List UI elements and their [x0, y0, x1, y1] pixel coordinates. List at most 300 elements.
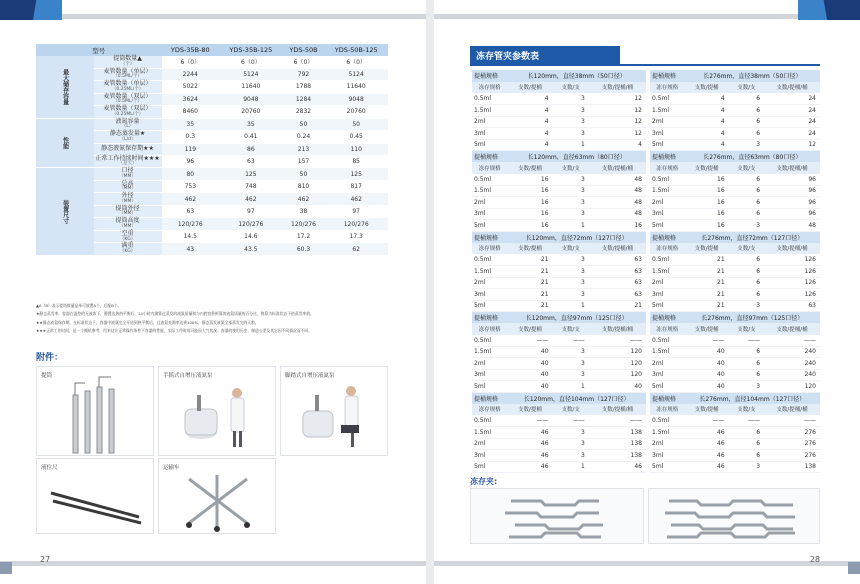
- accessories-title: 附件：: [36, 353, 64, 363]
- spec-value: 6（0）: [219, 56, 283, 68]
- spec-value: 长276mm，直径72mm（127口径）: [685, 231, 820, 243]
- table-cell: 16: [685, 185, 729, 197]
- table-row: [650, 220, 820, 232]
- subheader-cell: 支数/提桶/桶: [589, 162, 646, 174]
- table-cell: 4: [685, 93, 729, 105]
- footnote: ▲A（B）表示提筒数量是单可放置A个，后配B个。: [36, 303, 122, 308]
- spec-value: 长120mm，直径63mm（80口径）: [507, 151, 646, 163]
- table-row: [472, 105, 646, 117]
- table-cell: 40: [685, 358, 729, 370]
- subheader-cell: 支数/支: [553, 162, 589, 174]
- table-cell: 21: [507, 254, 552, 266]
- table-cell: 12: [589, 128, 646, 140]
- subheader-cell: 冻存规格: [650, 82, 685, 94]
- spec-value: 97: [324, 205, 388, 218]
- spec-value: 119: [162, 143, 219, 155]
- table-row: [472, 197, 646, 209]
- spec-group-label: 装置尺寸: [36, 168, 94, 256]
- spec-label-text: 空重: [121, 229, 134, 237]
- spec-value: 2244: [162, 68, 219, 81]
- table-cell: 4: [685, 139, 729, 151]
- table-cell: 3: [729, 220, 764, 232]
- bottom-band: [434, 561, 860, 566]
- spec-value: 5124: [324, 68, 388, 81]
- table-cell: 12: [589, 105, 646, 117]
- spec-label: 提桶规格: [472, 70, 507, 82]
- table-cell: 3ml: [472, 450, 507, 462]
- spec-row-label: [94, 143, 162, 155]
- table-cell: 138: [764, 461, 820, 473]
- spec-label-text: 液氮容量: [115, 117, 140, 125]
- table-cell: 24: [764, 116, 820, 128]
- table-cell: 3: [553, 174, 589, 186]
- spec-value: 17.2: [283, 230, 325, 243]
- spec-value: 120/276: [283, 218, 325, 231]
- table-row: [472, 277, 646, 289]
- table-row: [650, 185, 820, 197]
- subheader-cell: 支数/提桶/桶: [764, 404, 820, 416]
- spec-label-text: 麦管数量（单层）: [103, 80, 152, 88]
- table-cell: 0.5ml: [472, 335, 507, 347]
- spec-value: 38: [283, 205, 325, 218]
- table-cell: 138: [589, 438, 646, 450]
- accessory-cart: [158, 458, 276, 534]
- spec-label: 提桶规格: [650, 70, 685, 82]
- table-cell: 3: [553, 266, 589, 278]
- subheader-cell: 冻存规格: [472, 243, 507, 255]
- table-cell: 40: [507, 358, 552, 370]
- table-cell: 0.5ml: [650, 415, 685, 427]
- table-cell: 63: [589, 277, 646, 289]
- table-cell: 3: [553, 450, 589, 462]
- table-cell: 46: [685, 450, 729, 462]
- spec-value: 5022: [162, 81, 219, 94]
- spec-value: 长276mm，直径38mm（50口径）: [685, 70, 820, 82]
- spec-unit-text: （L/d）: [119, 136, 136, 142]
- table-cell: 240: [764, 369, 820, 381]
- spec-row-label: [94, 205, 162, 218]
- spec-row-label: [94, 193, 162, 206]
- spec-label: 提桶规格: [650, 231, 685, 243]
- spec-value: 20760: [324, 106, 388, 119]
- table-cell: 4: [507, 139, 552, 151]
- page-number: 28: [809, 555, 820, 564]
- table-cell: 1.5ml: [472, 266, 507, 278]
- table-cell: 3: [553, 369, 589, 381]
- clip-subheader-row: [472, 323, 646, 335]
- subheader-cell: 支数/支: [729, 243, 764, 255]
- table-cell: 126: [764, 277, 820, 289]
- spec-label: 提桶规格: [472, 231, 507, 243]
- table-cell: 3ml: [650, 208, 685, 220]
- clip-spec-row: [472, 70, 646, 82]
- subheader-cell: 支数/提桶: [507, 82, 552, 94]
- spec-header-cell: YDS-35B-80: [162, 44, 219, 56]
- table-cell: 0.5ml: [472, 174, 507, 186]
- table-cell: 21: [507, 277, 552, 289]
- subheader-cell: 支数/提桶/桶: [764, 323, 820, 335]
- clip-spec-row: [650, 70, 820, 82]
- table-cell: 21: [507, 266, 552, 278]
- spec-unit-text: （MM）: [119, 186, 136, 192]
- spec-row-label: [94, 68, 162, 81]
- table-cell: 6: [729, 174, 764, 186]
- table-cell: 6: [729, 358, 764, 370]
- spec-label-text: 总高: [121, 179, 134, 187]
- table-cell: 1.5ml: [650, 185, 685, 197]
- clip-table-left: [472, 70, 646, 473]
- table-cell: 16: [589, 220, 646, 232]
- table-row: [472, 300, 646, 312]
- table-row: [472, 93, 646, 105]
- title-rule: [470, 64, 820, 66]
- clip-subheader-row: [650, 162, 820, 174]
- table-cell: 240: [764, 358, 820, 370]
- spec-value: 462: [324, 193, 388, 206]
- table-cell: 6: [729, 450, 764, 462]
- table-row: [650, 335, 820, 347]
- table-cell: 3: [553, 185, 589, 197]
- table-cell: 5ml: [472, 139, 507, 151]
- table-cell: 2ml: [472, 197, 507, 209]
- subheader-cell: 支数/支: [729, 82, 764, 94]
- table-cell: 21: [685, 300, 729, 312]
- subheader-cell: 支数/提桶/桶: [764, 162, 820, 174]
- table-cell: 40: [507, 346, 552, 358]
- spec-value: 长276mm，直径63mm（80口径）: [685, 151, 820, 163]
- subheader-cell: 冻存规格: [472, 404, 507, 416]
- table-cell: 0.5ml: [472, 93, 507, 105]
- spec-value: 长120mm，直径97mm（125口径）: [507, 312, 646, 324]
- spec-value: 9048: [324, 93, 388, 106]
- clip-image-short: [470, 488, 644, 544]
- spec-value: 63: [162, 205, 219, 218]
- table-cell: 6: [729, 266, 764, 278]
- accessory-label: 运输车: [163, 465, 180, 471]
- table-cell: 120: [589, 369, 646, 381]
- table-cell: 6: [729, 346, 764, 358]
- spec-value: 43: [162, 243, 219, 256]
- table-row: [472, 254, 646, 266]
- corner-block: [848, 562, 860, 574]
- foot-pump-image: [281, 367, 389, 457]
- clip-spec-row: [650, 392, 820, 404]
- spec-value: 8460: [162, 106, 219, 119]
- spec-value: 14.5: [162, 230, 219, 243]
- spec-label: 提桶规格: [650, 392, 685, 404]
- table-cell: 6: [729, 369, 764, 381]
- table-cell: 6: [729, 93, 764, 105]
- table-cell: 3: [553, 346, 589, 358]
- subheader-cell: 冻存规格: [650, 404, 685, 416]
- table-cell: 4: [507, 93, 552, 105]
- spec-value: 1788: [283, 81, 325, 94]
- table-cell: 6: [729, 116, 764, 128]
- table-row: [472, 369, 646, 381]
- spec-value: 0.3: [162, 131, 219, 144]
- spec-value: 6（0）: [162, 56, 219, 68]
- table-cell: 3: [553, 105, 589, 117]
- table-row: [650, 369, 820, 381]
- spec-unit-text: （0.25ML/个）: [111, 111, 144, 117]
- spec-value: 125: [324, 168, 388, 181]
- table-row: [472, 381, 646, 393]
- table-cell: ——: [729, 415, 764, 427]
- table-cell: 276: [764, 450, 820, 462]
- accessory-hand-pump: [158, 366, 276, 456]
- table-cell: 46: [685, 438, 729, 450]
- table-cell: 6: [729, 438, 764, 450]
- table-cell: ——: [729, 335, 764, 347]
- footnotes: [36, 302, 388, 336]
- table-cell: 63: [764, 300, 820, 312]
- table-cell: 0.5ml: [472, 415, 507, 427]
- clip-spec-row: [472, 231, 646, 243]
- spec-row-label: [94, 81, 162, 94]
- table-cell: 1.5ml: [472, 105, 507, 117]
- clip-spec-row: [650, 231, 820, 243]
- table-cell: 46: [589, 461, 646, 473]
- subheader-cell: 支数/提桶/桶: [589, 243, 646, 255]
- table-cell: 12: [589, 93, 646, 105]
- table-cell: 16: [685, 197, 729, 209]
- spec-value: 50: [283, 168, 325, 181]
- spec-value: 60.3: [283, 243, 325, 256]
- table-cell: 24: [764, 93, 820, 105]
- table-cell: 5ml: [650, 139, 685, 151]
- table-row: [650, 93, 820, 105]
- clip-spec-row: [472, 151, 646, 163]
- table-cell: ——: [553, 415, 589, 427]
- table-cell: 4: [507, 116, 552, 128]
- table-cell: 3: [729, 461, 764, 473]
- spec-unit-text: （MM）: [119, 198, 136, 204]
- subheader-cell: 支数/支: [729, 404, 764, 416]
- table-cell: 2ml: [650, 438, 685, 450]
- footnote: ★★静态液氮保存期，在标准状态下，容器中液氮完全开始到热平衡后，且液氮充满率达到100%，静态蒸发液氮全部蒸发完的天数。: [36, 319, 259, 325]
- spec-value: 14.6: [219, 230, 283, 243]
- top-band: [434, 14, 860, 19]
- table-cell: 1.5ml: [650, 346, 685, 358]
- subheader-cell: 支数/提桶/桶: [589, 404, 646, 416]
- table-cell: 1: [553, 139, 589, 151]
- table-row: [472, 208, 646, 220]
- spec-row-label: [94, 131, 162, 144]
- spec-value: 462: [283, 193, 325, 206]
- table-cell: 0.5ml: [650, 174, 685, 186]
- accessory-label: 手摇式自增压液氮泵: [163, 373, 213, 379]
- spec-label-text: 麦管数量（单层）: [103, 67, 152, 75]
- spec-label: 提桶规格: [472, 312, 507, 324]
- table-cell: 0.5ml: [650, 254, 685, 266]
- table-cell: 3ml: [472, 208, 507, 220]
- table-row: [650, 197, 820, 209]
- table-cell: ——: [553, 335, 589, 347]
- clip-image-long: [648, 488, 820, 544]
- spec-value: 43.5: [219, 243, 283, 256]
- spec-label-text: 外径: [121, 192, 134, 200]
- table-cell: 46: [685, 461, 729, 473]
- spec-value: 1284: [283, 93, 325, 106]
- table-row: [472, 358, 646, 370]
- spec-unit-text: （个）: [120, 61, 135, 67]
- spec-value: 长276mm，直径97mm（125口径）: [685, 312, 820, 324]
- spec-label: 提桶规格: [472, 392, 507, 404]
- table-cell: 4: [685, 105, 729, 117]
- spec-value: 462: [162, 193, 219, 206]
- table-row: [650, 415, 820, 427]
- clip-section-title: 冻存夹:: [470, 477, 498, 486]
- spec-value: 3624: [162, 93, 219, 106]
- spec-label: 提桶规格: [650, 151, 685, 163]
- table-cell: 48: [589, 185, 646, 197]
- table-cell: 96: [764, 197, 820, 209]
- spec-label-text: 满重: [121, 242, 134, 250]
- table-row: [472, 289, 646, 301]
- spec-unit-text: （是天）: [118, 161, 137, 167]
- spec-value: 125: [219, 168, 283, 181]
- table-cell: ——: [685, 415, 729, 427]
- accessory-label: 提筒: [41, 373, 53, 379]
- table-cell: 2ml: [472, 116, 507, 128]
- table-cell: 3: [729, 139, 764, 151]
- table-row: [650, 450, 820, 462]
- spec-value: 0.41: [219, 131, 283, 144]
- table-cell: 5ml: [472, 300, 507, 312]
- table-cell: 12: [764, 139, 820, 151]
- subheader-cell: 冻存规格: [650, 323, 685, 335]
- table-cell: 276: [764, 438, 820, 450]
- spec-label: 提桶规格: [650, 312, 685, 324]
- table-row: [650, 461, 820, 473]
- table-row: [472, 174, 646, 186]
- subheader-cell: 支数/提桶: [685, 243, 729, 255]
- table-cell: 46: [507, 461, 552, 473]
- spec-row-label: [94, 118, 162, 131]
- accessory-level-gauge: [36, 458, 154, 534]
- table-cell: 2ml: [650, 358, 685, 370]
- table-cell: 6: [729, 254, 764, 266]
- table-cell: 40: [589, 381, 646, 393]
- table-cell: 46: [507, 438, 552, 450]
- table-cell: 6: [729, 289, 764, 301]
- table-row: [650, 254, 820, 266]
- clip-spec-row: [472, 312, 646, 324]
- table-cell: ——: [764, 415, 820, 427]
- table-cell: 3ml: [650, 450, 685, 462]
- footnote: ★静态蒸发率，容器在温控的无液体下，静置达热热平衡后，24小时内测算过蒸发的液氮质量和与内腔容积折算的液氮质量的百分比，换算为标准状态下的蒸发率值。: [36, 311, 314, 317]
- table-row: [650, 346, 820, 358]
- table-cell: 5ml: [650, 461, 685, 473]
- table-row: [650, 427, 820, 439]
- spec-value: 753: [162, 180, 219, 193]
- table-row: [472, 139, 646, 151]
- table-cell: ——: [764, 335, 820, 347]
- table-cell: 4: [507, 128, 552, 140]
- spec-value: 120/276: [162, 218, 219, 231]
- page-number: 27: [40, 555, 51, 564]
- spec-header-cell: YDS-50B-125: [324, 44, 388, 56]
- table-cell: 21: [685, 254, 729, 266]
- table-row: [472, 415, 646, 427]
- table-cell: 3ml: [650, 128, 685, 140]
- spec-value: 长120mm，直径38mm（50口径）: [507, 70, 646, 82]
- spec-row-label: [94, 93, 162, 106]
- table-row: [472, 450, 646, 462]
- accessory-foot-pump: [280, 366, 388, 456]
- spec-row-label: [94, 168, 162, 181]
- page-title: 冻存管夹参数表: [470, 46, 620, 64]
- subheader-cell: 支数/支: [729, 162, 764, 174]
- table-cell: 138: [589, 427, 646, 439]
- clip-spec-row: [472, 392, 646, 404]
- table-cell: 6: [729, 105, 764, 117]
- spec-value: 96: [162, 155, 219, 168]
- clip-subheader-row: [472, 162, 646, 174]
- table-cell: 120: [589, 358, 646, 370]
- table-cell: 1: [553, 300, 589, 312]
- spec-label-text: 正常工作持续时间★★★: [95, 154, 160, 162]
- spec-unit-text: （KG）: [119, 249, 136, 255]
- spec-unit-text: （MM）: [119, 173, 136, 179]
- spec-value: 462: [219, 193, 283, 206]
- table-cell: 3: [553, 289, 589, 301]
- spec-value: 120/276: [219, 218, 283, 231]
- spec-unit-text: （KG）: [119, 236, 136, 242]
- spec-row: [36, 168, 388, 181]
- table-cell: 96: [764, 208, 820, 220]
- spec-row: [36, 56, 388, 68]
- table-cell: 1: [553, 220, 589, 232]
- table-cell: 1: [553, 381, 589, 393]
- table-cell: 40: [507, 369, 552, 381]
- table-row: [650, 208, 820, 220]
- spec-value: 20760: [219, 106, 283, 119]
- corner-accent: [0, 0, 62, 20]
- table-cell: 4: [685, 128, 729, 140]
- table-cell: 16: [685, 220, 729, 232]
- table-cell: 24: [764, 128, 820, 140]
- footnote: ★★★正常工作时间，是一个概机参考，用来估计正常操作条件下容器的性能，实际工作时间可能因大气状况、容器的使用历史、制造公差及其它因不同情况而不同。: [36, 328, 312, 334]
- subheader-cell: 支数/提桶: [685, 404, 729, 416]
- table-cell: 63: [589, 254, 646, 266]
- spec-header-row: [36, 44, 388, 56]
- spec-label-text: 提筒外径: [115, 204, 140, 212]
- spec-unit-text: （0.5ML/个）: [113, 99, 142, 105]
- subheader-cell: 支数/提桶: [507, 243, 552, 255]
- table-cell: 21: [507, 289, 552, 301]
- spec-value: 213: [283, 143, 325, 155]
- table-cell: 2ml: [650, 116, 685, 128]
- table-cell: 6: [729, 427, 764, 439]
- table-cell: 16: [507, 208, 552, 220]
- table-row: [650, 438, 820, 450]
- table-cell: 0.5ml: [650, 93, 685, 105]
- subheader-cell: 支数/提桶: [685, 323, 729, 335]
- table-cell: 16: [507, 174, 552, 186]
- table-cell: 138: [589, 450, 646, 462]
- spec-value: 63: [219, 155, 283, 168]
- table-cell: 96: [764, 185, 820, 197]
- spec-label-text: 口径: [121, 167, 134, 175]
- spec-value: 97: [219, 205, 283, 218]
- spec-label-text: 麦管数量（双层）: [103, 105, 152, 113]
- spec-value: 11640: [219, 81, 283, 94]
- table-cell: 3: [553, 197, 589, 209]
- subheader-cell: 支数/支: [553, 404, 589, 416]
- spec-value: 6（0）: [324, 56, 388, 68]
- subheader-cell: 支数/提桶: [685, 162, 729, 174]
